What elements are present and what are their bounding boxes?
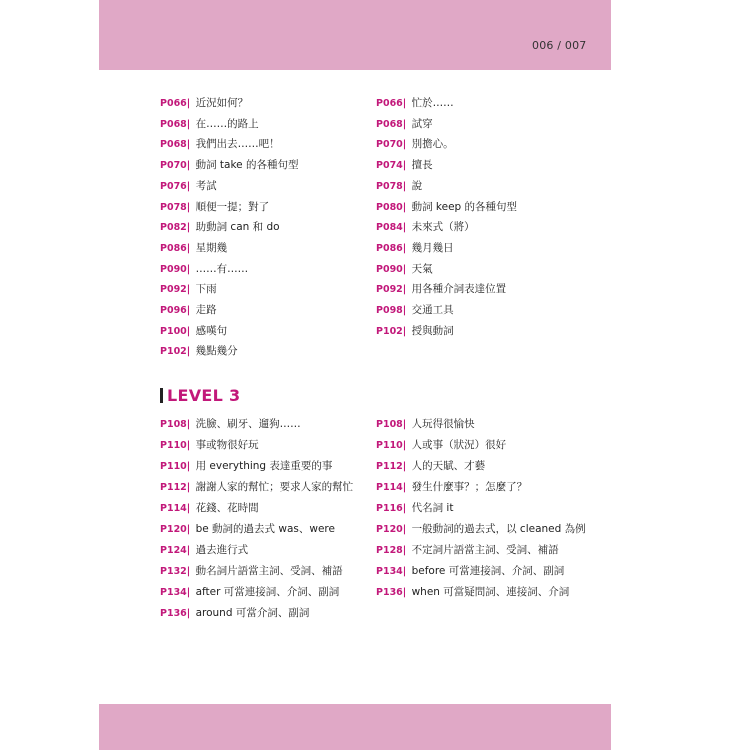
toc-entry [376,158,433,173]
entry-title: 感嘆句 [195,324,228,337]
page-code: P114 [160,503,187,514]
page-code: P086 [376,242,403,254]
entry-title: 動名詞片語當主詞、受詞、補語 [195,565,343,577]
entry-title: around 可當介詞、副詞 [195,607,310,619]
separator-bar: | [402,482,410,493]
page-code: P078 [376,180,403,192]
separator-bar: | [186,118,194,130]
toc-entry [160,117,259,132]
entry-title: 幾點幾分 [195,345,238,358]
page-code: P134 [376,566,403,577]
page-code: P120 [160,524,187,535]
page-code: P112 [376,461,403,472]
entry-title: 下雨 [195,283,217,296]
entry-title: 發生什麼事？；怎麼了？ [411,481,528,493]
level-heading [160,386,240,405]
toc-entry [160,241,227,256]
toc-entry [160,606,309,621]
page-code: P112 [160,482,187,493]
entry-title: 考試 [195,179,217,192]
separator-bar: | [186,263,194,275]
toc-entry [160,585,339,600]
page-code: P090 [160,263,187,275]
separator-bar: | [186,305,194,316]
separator-bar: | [186,160,194,172]
separator-bar: | [186,545,194,556]
toc-entry [376,262,433,277]
entry-title: 我們出去……吧！ [195,138,280,151]
separator-bar: | [186,98,194,109]
entry-title: 交通工具 [411,304,454,316]
toc-entry [376,585,569,600]
separator-bar: | [402,139,410,151]
page-code: P132 [160,566,187,577]
toc-entry [376,324,454,339]
separator-bar: | [402,180,410,192]
page-code: P102 [160,346,187,358]
entry-title: 擅長 [411,159,433,172]
toc-entry [160,158,298,173]
page-code: P116 [376,503,403,514]
entry-title: 用 everything 表達重要的事 [195,460,333,472]
entry-title: when 可當疑問詞、連接詞、介詞 [411,586,570,598]
entry-title: 近況如何？ [195,97,249,109]
heading-bar-icon [160,388,163,403]
page-code: P086 [160,242,187,254]
separator-bar: | [402,305,410,316]
toc-entry [376,303,454,318]
toc-entry [376,241,454,256]
entry-title: 花錢、花時間 [195,502,259,514]
toc-entry [376,137,454,152]
page-code: P078 [160,201,187,213]
page-code: P108 [160,419,187,430]
separator-bar: | [186,325,194,337]
separator-bar: | [402,201,410,213]
page-code: P076 [160,180,187,192]
page-code: P082 [160,222,187,234]
toc-entry [376,200,517,215]
toc-entry [160,417,301,432]
toc-entry [376,179,422,194]
toc-entry [160,303,217,318]
separator-bar: | [186,419,194,430]
entry-title: 天氣 [411,262,433,275]
entry-title: ……有…… [195,262,249,275]
separator-bar: | [186,180,194,192]
toc-entry [376,543,559,558]
separator-bar: | [402,325,410,337]
separator-bar: | [186,524,194,535]
separator-bar: | [186,440,194,451]
toc-entry [376,96,454,111]
toc-entry [160,480,353,495]
entry-title: 動詞 keep 的各種句型 [411,200,518,213]
separator-bar: | [402,118,410,130]
toc-entry [160,96,248,111]
entry-title: 不定詞片語當主詞、受詞、補語 [411,544,559,556]
toc-entry [376,501,453,516]
page-code: P110 [376,440,403,451]
page-code: P070 [160,160,187,172]
entry-title: 幾月幾日 [411,241,454,254]
toc-entry [160,459,332,474]
separator-bar: | [402,419,410,430]
toc-entry [160,220,280,235]
page-code: P092 [160,284,187,296]
entry-title: 代名詞 it [411,502,454,514]
entry-title: 別擔心。 [411,138,454,151]
page-code: P102 [376,325,403,337]
toc-entry [376,282,506,297]
page-code: P128 [376,545,403,556]
level-heading-text: LEVEL 3 [167,386,241,405]
toc-entry [376,522,586,537]
toc-entry [376,117,433,132]
entry-title: 過去進行式 [195,544,249,556]
toc-entry [160,262,248,277]
entry-title: 動詞 take 的各種句型 [195,159,299,172]
toc-entry [160,344,238,359]
separator-bar: | [402,524,410,535]
page-code: P136 [376,587,403,598]
separator-bar: | [186,608,194,619]
toc-entry [376,459,485,474]
entry-title: 未來式（將） [411,221,475,234]
entry-title: 用各種介詞表達位置 [411,283,507,296]
separator-bar: | [402,545,410,556]
toc-entry [160,543,248,558]
separator-bar: | [402,98,410,109]
toc-entry [376,220,475,235]
separator-bar: | [186,346,194,358]
entry-title: 一般動詞的過去式，以 cleaned 為例 [411,523,586,535]
entry-title: 走路 [195,304,217,316]
toc-entry [160,564,343,579]
toc-entry [376,438,506,453]
entry-title: 授與動詞 [411,324,454,337]
separator-bar: | [402,566,410,577]
entry-title: 人或事（狀況）很好 [411,439,507,451]
separator-bar: | [402,440,410,451]
page-code: P136 [160,608,187,619]
separator-bar: | [186,242,194,254]
separator-bar: | [186,566,194,577]
separator-bar: | [186,284,194,296]
page-code: P120 [376,524,403,535]
entry-title: 洗臉、刷牙、遛狗…… [195,418,301,430]
separator-bar: | [402,242,410,254]
page-code: P096 [160,305,187,316]
page-code: P068 [160,139,187,151]
separator-bar: | [186,461,194,472]
page-code: P084 [376,222,403,234]
page-code: P134 [160,587,187,598]
separator-bar: | [186,201,194,213]
page-code: P098 [376,305,403,316]
separator-bar: | [402,587,410,598]
entry-title: 事或物很好玩 [195,439,259,451]
toc-entry [160,200,269,215]
separator-bar: | [186,222,194,234]
toc-entry [376,417,475,432]
entry-title: 忙於…… [411,97,454,109]
entry-title: before 可當連接詞、介詞、副詞 [411,565,565,577]
entry-title: 在……的路上 [195,117,259,130]
toc-entry [160,282,217,297]
entry-title: 順便一提；對了 [195,200,270,213]
separator-bar: | [402,160,410,172]
page-code: P068 [376,118,403,130]
page-code: P070 [376,139,403,151]
separator-bar: | [186,587,194,598]
separator-bar: | [186,139,194,151]
toc-entry [160,438,259,453]
toc-entry [160,179,217,194]
page-code: P110 [160,440,187,451]
toc-entry [160,324,227,339]
entry-title: be 動詞的過去式 was、were [195,523,335,535]
toc-entry [160,522,335,537]
entry-title: after 可當連接詞、介詞、副詞 [195,586,340,598]
page-code: P080 [376,201,403,213]
separator-bar: | [402,284,410,296]
page-code: P066 [376,98,403,109]
page-code: P110 [160,461,187,472]
separator-bar: | [186,503,194,514]
separator-bar: | [402,461,410,472]
entry-title: 人玩得很愉快 [411,418,475,430]
entry-title: 試穿 [411,117,433,130]
separator-bar: | [186,482,194,493]
page-code: P114 [376,482,403,493]
toc-entry [376,480,527,495]
toc-entry [160,137,280,152]
entry-title: 星期幾 [195,241,228,254]
page-code: P124 [160,545,187,556]
entry-title: 謝謝人家的幫忙；要求人家的幫忙 [195,481,354,493]
page-number: 006 / 007 [532,39,587,52]
page-code: P092 [376,284,403,296]
page-code: P108 [376,419,403,430]
page-code: P068 [160,118,187,130]
entry-title: 助動詞 can 和 do [195,221,280,234]
separator-bar: | [402,222,410,234]
page-code: P074 [376,160,403,172]
toc-entry [160,501,259,516]
page-code: P090 [376,263,403,275]
toc-entry [376,564,564,579]
separator-bar: | [402,503,410,514]
page-code: P100 [160,325,187,337]
entry-title: 人的天賦、才藝 [411,460,486,472]
entry-title: 說 [411,179,423,192]
page-code: P066 [160,98,187,109]
separator-bar: | [402,263,410,275]
